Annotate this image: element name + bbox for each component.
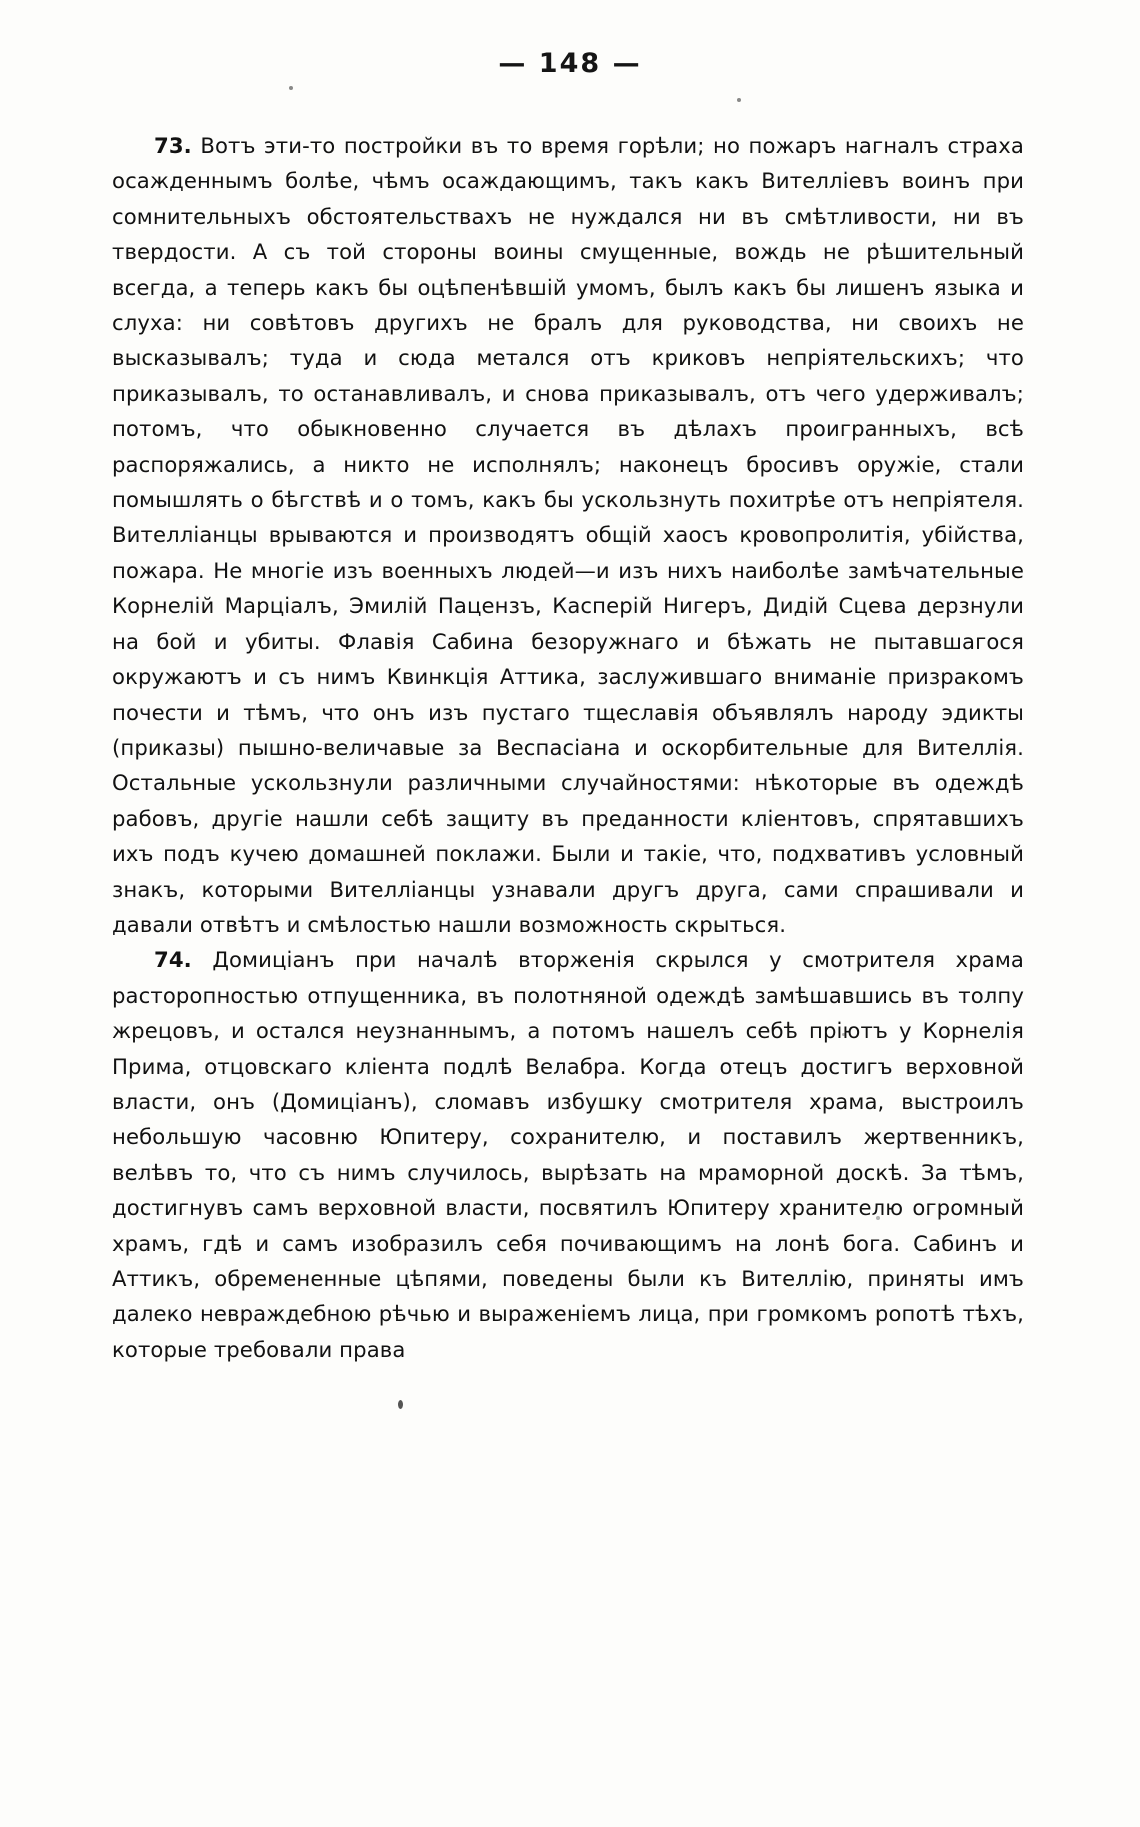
page-body bbox=[112, 128, 1024, 1367]
scan-speck bbox=[842, 1033, 845, 1036]
scan-speck bbox=[737, 98, 741, 102]
paragraph-74 bbox=[112, 942, 1024, 1367]
paragraph-text-73: Вотъ эти-то постройки въ то время горѣли; но пожаръ нагналъ страха осажденнымъ болѣе, чѣмъ осаждающимъ, такъ какъ Вителліевъ воинъ при сомнительныхъ обстоятельствахъ не нуждался ни въ смѣтливости, ни въ твердости. А съ той стороны воины смущенные, вождь не рѣшительный всегда, а теперь какъ бы оцѣпенѣвшій умомъ, былъ какъ бы лишенъ языка и слуха: ни совѣтовъ другихъ не бралъ для руководства, ни своихъ не высказывалъ; туда и сюда метался отъ криковъ непріятельскихъ; что приказывалъ, то останавливалъ, и снова приказывалъ, отъ чего удерживалъ; потомъ, что обыкновенно случается въ дѣлахъ проигранныхъ, всѣ распоряжались, а никто не исполнялъ; наконецъ бросивъ оружіе, стали помышлять о бѣгствѣ и о томъ, какъ бы ускользнуть похитрѣе отъ непріятеля. Вителліанцы врываются и производятъ общій хаосъ кровопролитія, убійства, пожара. Не многіе изъ военныхъ людей—и изъ нихъ наиболѣе замѣчательные Корнелій Марціалъ, Эмилій Пацензъ, Касперій Нигеръ, Дидій Сцева дерзнули на бой и убиты. Флавія Сабина безоружнаго и бѣжать не пытавшагося окружаютъ и съ нимъ Квинкція Аттика, заслужившаго вниманіе призракомъ почести и тѣмъ, что онъ изъ пустаго тщеславія объявлялъ народу эдикты (приказы) пышно-величавые за Веспасіана и оскорбительные для Вителлія. Остальные ускользнули различными случайностями: нѣкоторые въ одеждѣ рабовъ, другіе нашли себѣ защиту въ преданности кліентовъ, спрятавшихъ ихъ подъ кучею домашней поклажи. Были и такіе, что, подхвативъ условный знакъ, которыми Вителліанцы узнавали другъ друга, сами спрашивали и давали отвѣтъ и смѣлостью нашли возможность скрыться. bbox=[112, 133, 1024, 937]
paragraph-number-74: 74. bbox=[154, 947, 192, 973]
page-number: — 148 — bbox=[498, 48, 642, 79]
paragraph-73 bbox=[112, 128, 1024, 942]
scan-speck bbox=[289, 86, 293, 90]
scan-speck bbox=[398, 1400, 403, 1409]
paragraph-number-73: 73. bbox=[154, 133, 192, 158]
scan-speck bbox=[876, 1216, 880, 1220]
paragraph-text-74: Домиціанъ при началѣ вторженія скрылся у смотрителя храма расторопностью отпущенника, въ полотняной одеждѣ замѣшавшись въ толпу жрецовъ, и остался неузнаннымъ, а потомъ нашелъ себѣ пріютъ у Корнелія Прима, отцовскаго кліента подлѣ Велабра. Когда отецъ достигъ верховной власти, онъ (Домиціанъ), сломавъ избушку смотрителя храма, выстроилъ небольшую часовню Юпитеру, сохранителю, и поставилъ жертвенникъ, велѣвъ то, что съ нимъ случилось, вырѣзать на мраморной доскѣ. За тѣмъ, достигнувъ самъ верховной власти, посвятилъ Юпитеру хранителю огромный храмъ, гдѣ и самъ изобразилъ себя почивающимъ на лонѣ бога. Сабинъ и Аттикъ, обремененные цѣпями, поведены были къ Вителлію, приняты имъ далеко невраждебною рѣчью и выраженіемъ лица, при громкомъ ропотѣ тѣхъ, которые требовали права bbox=[112, 947, 1024, 1362]
